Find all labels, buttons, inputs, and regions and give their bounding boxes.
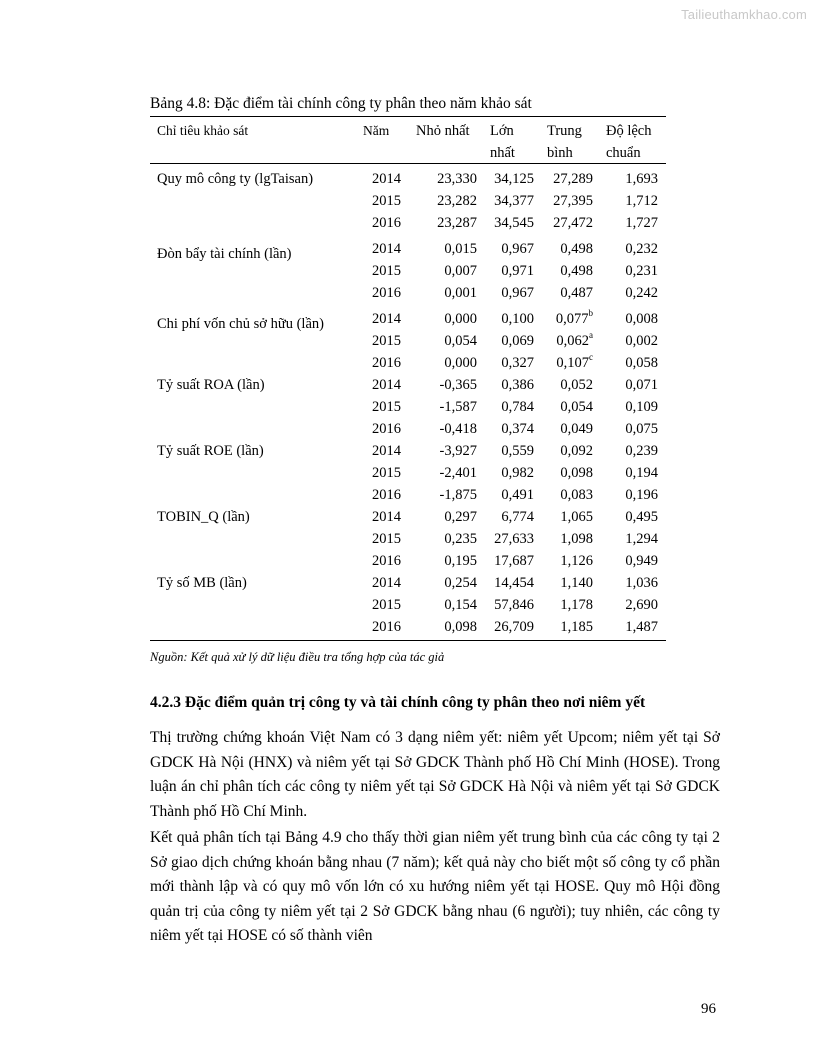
cell-year: 2015 <box>372 465 401 481</box>
table-group <box>150 440 666 506</box>
cell-max: 34,545 <box>494 215 534 231</box>
cell-max: 0,374 <box>501 421 534 437</box>
cell-mean: 1,126 <box>560 553 593 569</box>
header-max-line1: Lớn <box>490 123 514 139</box>
cell-sd: 0,058 <box>625 355 658 371</box>
cell-min: -1,875 <box>439 487 477 503</box>
cell-sd: 0,075 <box>625 421 658 437</box>
cell-sd: 0,232 <box>625 241 658 257</box>
cell-mean: 0,083 <box>560 487 593 503</box>
cell-min: -3,927 <box>439 443 477 459</box>
indicator-name: Tỷ số MB (lần) <box>157 575 247 591</box>
cell-min: 23,287 <box>437 215 477 231</box>
cell-max: 57,846 <box>494 597 534 613</box>
cell-year: 2015 <box>372 193 401 209</box>
cell-mean: 0,054 <box>560 399 593 415</box>
cell-mean: 0,498 <box>560 263 593 279</box>
cell-max: 0,327 <box>501 355 534 371</box>
indicator-name: Tỷ suất ROE (lần) <box>157 443 264 459</box>
cell-mean: 27,289 <box>553 171 593 187</box>
cell-mean: 0,052 <box>560 377 593 393</box>
header-mean-line1: Trung <box>547 123 582 139</box>
table-row <box>150 440 666 462</box>
cell-year: 2016 <box>372 487 401 503</box>
cell-mean: 1,065 <box>560 509 593 525</box>
cell-year: 2014 <box>372 443 401 459</box>
cell-sd: 1,036 <box>625 575 658 591</box>
cell-max: 14,454 <box>494 575 534 591</box>
cell-mean: 0,092 <box>560 443 593 459</box>
cell-min: 0,001 <box>444 285 477 301</box>
cell-sd: 0,109 <box>625 399 658 415</box>
table-group <box>150 168 666 234</box>
cell-mean: 27,395 <box>553 193 593 209</box>
cell-mean <box>556 352 593 374</box>
cell-mean <box>556 308 593 330</box>
table-group <box>150 572 666 638</box>
cell-year: 2014 <box>372 377 401 393</box>
table-group <box>150 506 666 572</box>
cell-max: 34,377 <box>494 193 534 209</box>
header-indicator: Chỉ tiêu khảo sát <box>157 123 249 138</box>
cell-year: 2015 <box>372 531 401 547</box>
cell-min: 0,235 <box>444 531 477 547</box>
cell-mean: 1,185 <box>560 619 593 635</box>
table-row <box>150 594 666 616</box>
cell-year: 2016 <box>372 619 401 635</box>
cell-mean: 0,487 <box>560 285 593 301</box>
cell-year: 2016 <box>372 553 401 569</box>
indicator-name: Quy mô công ty (lgTaisan) <box>157 171 314 187</box>
table-row <box>150 260 666 282</box>
cell-min: 0,195 <box>444 553 477 569</box>
cell-max: 0,967 <box>501 241 534 257</box>
table-caption: Bảng 4.8: Đặc điểm tài chính công ty phân theo năm khảo sát <box>150 95 532 112</box>
cell-sd: 0,008 <box>625 311 658 327</box>
cell-sd: 0,949 <box>625 553 658 569</box>
table-row <box>150 238 666 260</box>
cell-mean: 27,472 <box>553 215 593 231</box>
cell-max: 0,100 <box>501 311 534 327</box>
table-row <box>150 418 666 440</box>
cell-sd: 0,242 <box>625 285 658 301</box>
table-row <box>150 352 666 374</box>
header-max <box>490 120 515 164</box>
cell-max: 0,559 <box>501 443 534 459</box>
indicator-name: Đòn bẩy tài chính (lần) <box>157 246 292 262</box>
header-year: Năm <box>363 123 390 138</box>
cell-min: 0,015 <box>444 241 477 257</box>
cell-year: 2014 <box>372 575 401 591</box>
cell-year: 2014 <box>372 311 401 327</box>
cell-mean: 0,498 <box>560 241 593 257</box>
cell-sd: 0,196 <box>625 487 658 503</box>
cell-year: 2016 <box>372 355 401 371</box>
cell-mean: 0,098 <box>560 465 593 481</box>
cell-year: 2016 <box>372 215 401 231</box>
table-row <box>150 212 666 234</box>
cell-sd: 1,727 <box>625 215 658 231</box>
cell-year: 2014 <box>372 509 401 525</box>
cell-year: 2015 <box>372 333 401 349</box>
cell-min: -2,401 <box>439 465 477 481</box>
cell-sd: 0,231 <box>625 263 658 279</box>
cell-max: 0,982 <box>501 465 534 481</box>
cell-min: 0,000 <box>444 355 477 371</box>
paragraph-2: Kết quả phân tích tại Bảng 4.9 cho thấy thời gian niêm yết trung bình của các công ty tại 2 Sở giao dịch chứng khoán bằng nhau (7 năm); kết quả này cho biết một số công ty cổ phần mới thành lập và có quy mô vốn lớn có xu hướng niêm yết tại HOSE. Quy mô Hội đồng quản trị của công ty niêm yết tại 2 Sở GDCK bằng nhau (6 người); tuy nhiên, các công ty niêm yết tại HOSE có số thành viên <box>150 829 720 944</box>
table-group <box>150 304 666 374</box>
indicator-name: Chi phí vốn chủ sở hữu (lần) <box>157 316 324 332</box>
cell-max: 0,386 <box>501 377 534 393</box>
header-sd-line1: Độ lệch <box>606 123 652 139</box>
cell-year: 2016 <box>372 285 401 301</box>
cell-year: 2015 <box>372 263 401 279</box>
cell-mean <box>556 330 593 352</box>
cell-max: 26,709 <box>494 619 534 635</box>
table-row <box>150 616 666 638</box>
cell-min: 0,007 <box>444 263 477 279</box>
table-header <box>150 117 666 164</box>
table-row <box>150 462 666 484</box>
indicator-name: Tỷ suất ROA (lần) <box>157 377 265 393</box>
table-group <box>150 234 666 304</box>
cell-max: 0,971 <box>501 263 534 279</box>
table-row <box>150 572 666 594</box>
cell-min: 0,254 <box>444 575 477 591</box>
cell-sd: 0,194 <box>625 465 658 481</box>
table-row <box>150 528 666 550</box>
cell-year: 2015 <box>372 399 401 415</box>
cell-mean: 1,140 <box>560 575 593 591</box>
cell-mean-value: 0,077 <box>555 311 589 327</box>
table-row <box>150 282 666 304</box>
cell-year: 2014 <box>372 241 401 257</box>
cell-sd: 1,693 <box>625 171 658 187</box>
cell-mean: 0,049 <box>560 421 593 437</box>
cell-sd: 0,239 <box>625 443 658 459</box>
page-number: 96 <box>701 1001 716 1017</box>
cell-min: 0,297 <box>444 509 477 525</box>
financial-table <box>150 116 666 641</box>
cell-mean-value: 0,107 <box>556 355 589 371</box>
cell-min: 0,154 <box>444 597 477 613</box>
cell-max: 27,633 <box>494 531 534 547</box>
cell-year: 2014 <box>372 171 401 187</box>
cell-sd: 0,002 <box>625 333 658 349</box>
cell-min: -0,365 <box>439 377 477 393</box>
table-row <box>150 484 666 506</box>
table-row <box>150 308 666 330</box>
cell-sd: 1,487 <box>625 619 658 635</box>
cell-mean-footnote: a <box>589 330 593 341</box>
header-mean-line2: bình <box>547 145 573 161</box>
watermark: Tailieuthamkhao.com <box>681 7 807 22</box>
cell-year: 2015 <box>372 597 401 613</box>
cell-min: -0,418 <box>439 421 477 437</box>
cell-min: 0,000 <box>444 311 477 327</box>
cell-mean: 1,098 <box>560 531 593 547</box>
table-row <box>150 506 666 528</box>
table-row <box>150 374 666 396</box>
cell-year: 2016 <box>372 421 401 437</box>
header-max-line2: nhất <box>490 145 515 161</box>
cell-mean-footnote: b <box>588 308 593 319</box>
cell-max: 0,491 <box>501 487 534 503</box>
cell-mean-footnote: c <box>589 352 593 363</box>
header-min: Nhỏ nhất <box>416 123 470 139</box>
cell-sd: 0,071 <box>625 377 658 393</box>
cell-min: 23,282 <box>437 193 477 209</box>
cell-max: 6,774 <box>501 509 534 525</box>
cell-min: -1,587 <box>439 399 477 415</box>
header-sd <box>606 120 652 164</box>
table-row <box>150 330 666 352</box>
table-row <box>150 190 666 212</box>
table-group <box>150 374 666 440</box>
table-row <box>150 396 666 418</box>
cell-sd: 2,690 <box>625 597 658 613</box>
indicator-name: TOBIN_Q (lần) <box>157 509 250 525</box>
cell-sd: 0,495 <box>625 509 658 525</box>
table-source: Nguồn: Kết quả xử lý dữ liệu điều tra tổng hợp của tác giả <box>150 650 445 664</box>
cell-max: 0,069 <box>501 333 534 349</box>
cell-min: 0,054 <box>444 333 477 349</box>
table-row <box>150 550 666 572</box>
cell-sd: 1,712 <box>625 193 658 209</box>
table-body <box>150 164 666 640</box>
table-row <box>150 168 666 190</box>
header-mean <box>547 120 582 164</box>
paragraph-1: Thị trường chứng khoán Việt Nam có 3 dạng niêm yết: niêm yết Upcom; niêm yết tại Sở GDCK Hà Nội (HNX) và niêm yết tại Sở GDCK Thành phố Hồ Chí Minh (HOSE). Trong luận án chỉ phân tích các công ty niêm yết tại Sở GDCK Hà Nội và niêm yết tại Sở GDCK Thành phố Hồ Chí Minh. <box>150 729 720 820</box>
cell-mean: 1,178 <box>560 597 593 613</box>
section-heading: 4.2.3 Đặc điểm quản trị công ty và tài chính công ty phân theo nơi niêm yết <box>150 694 646 711</box>
cell-max: 0,967 <box>501 285 534 301</box>
header-sd-line2: chuẩn <box>606 145 641 161</box>
cell-min: 23,330 <box>437 171 477 187</box>
cell-min: 0,098 <box>444 619 477 635</box>
cell-max: 17,687 <box>494 553 534 569</box>
cell-mean-value: 0,062 <box>556 333 589 349</box>
cell-max: 34,125 <box>494 171 534 187</box>
cell-max: 0,784 <box>501 399 534 415</box>
cell-sd: 1,294 <box>625 531 658 547</box>
